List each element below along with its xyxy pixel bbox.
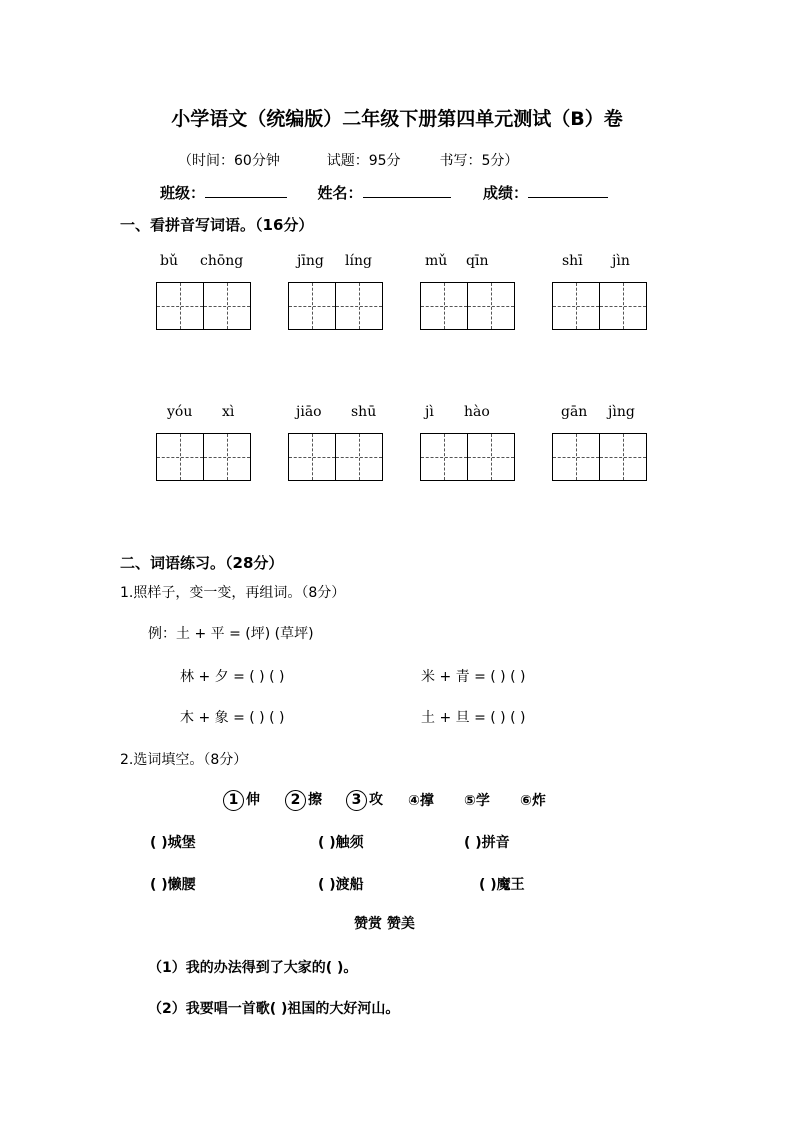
exam-meta <box>178 150 518 170</box>
option-char: 伸 <box>246 792 260 808</box>
pinyin: shū <box>351 404 377 420</box>
question-1-label: 1.照样子，变一变，再组词。（8分） <box>120 585 346 601</box>
writing-grid[interactable] <box>156 433 252 481</box>
option-5 <box>464 790 490 810</box>
compose-item[interactable]: 米 + 青 = ( ) ( ) <box>421 669 526 685</box>
option-2 <box>285 789 322 811</box>
writing-score: 书写：5分） <box>439 153 519 169</box>
name-blank[interactable] <box>363 183 451 198</box>
class-blank[interactable] <box>205 183 287 198</box>
question-score: 试题：95分 <box>326 153 401 169</box>
writing-grid[interactable] <box>288 433 384 481</box>
option-char: 炸 <box>531 793 546 809</box>
writing-grid[interactable] <box>420 282 516 330</box>
option-number: ⑥ <box>520 793 532 809</box>
writing-grid[interactable] <box>552 433 648 481</box>
pinyin: chōng <box>200 253 244 269</box>
option-4 <box>408 790 434 810</box>
pinyin: hào <box>464 404 490 420</box>
fill-item[interactable]: ( )城堡 <box>150 835 196 851</box>
fill-item[interactable]: ( )拼音 <box>464 835 510 851</box>
student-info <box>160 182 608 203</box>
sentence-1[interactable]: （1）我的办法得到了大家的( )。 <box>148 960 358 976</box>
pinyin: jīng <box>297 253 324 269</box>
option-1 <box>223 789 260 811</box>
circled-number: 1 <box>223 790 244 811</box>
time-limit: （时间：60分钟 <box>178 153 280 169</box>
option-number: ⑤ <box>464 793 476 809</box>
pinyin: shī <box>562 253 583 269</box>
writing-grid[interactable] <box>288 282 384 330</box>
pinyin: jì <box>425 404 434 420</box>
fill-item[interactable]: ( )魔王 <box>479 877 525 893</box>
compose-item[interactable]: 木 + 象 = ( ) ( ) <box>180 710 285 726</box>
pinyin: yóu <box>167 404 193 420</box>
pinyin: líng <box>345 253 372 269</box>
grade-label: 成绩： <box>482 184 528 202</box>
fill-item[interactable]: ( )懒腰 <box>150 877 196 893</box>
pinyin: gān <box>561 404 588 420</box>
pinyin: xì <box>222 404 235 420</box>
pinyin: bǔ <box>160 253 178 269</box>
writing-grid[interactable] <box>156 282 252 330</box>
example-line: 例：土 + 平 = (坪) (草坪) <box>148 626 314 642</box>
class-label: 班级： <box>160 184 206 202</box>
question-2-label: 2.选词填空。（8分） <box>120 752 248 768</box>
page-title: 小学语文（统编版）二年级下册第四单元测试（B）卷 <box>171 108 623 130</box>
option-char: 学 <box>475 793 490 809</box>
section2-heading: 二、词语练习。（28分） <box>120 554 284 572</box>
circled-number: 3 <box>346 790 367 811</box>
pinyin: qīn <box>466 253 489 269</box>
option-char: 撑 <box>419 793 434 809</box>
grade-blank[interactable] <box>528 183 608 198</box>
option-char: 攻 <box>369 792 383 808</box>
pinyin: jiāo <box>296 404 322 420</box>
option-6 <box>520 790 546 810</box>
option-number: ④ <box>408 793 420 809</box>
pinyin: mǔ <box>425 253 448 269</box>
pinyin: jìn <box>612 253 630 269</box>
circled-number: 2 <box>285 790 306 811</box>
sentence-2[interactable]: （2）我要唱一首歌( )祖国的大好河山。 <box>148 1001 400 1017</box>
writing-grid[interactable] <box>552 282 648 330</box>
name-label: 姓名： <box>317 184 363 202</box>
writing-grid[interactable] <box>420 433 516 481</box>
compose-item[interactable]: 林 + 夕 = ( ) ( ) <box>180 669 285 685</box>
word-choices: 赞赏 赞美 <box>354 916 415 932</box>
fill-item[interactable]: ( )触须 <box>318 835 364 851</box>
pinyin: jìng <box>608 404 635 420</box>
option-char: 擦 <box>308 792 322 808</box>
compose-item[interactable]: 土 + 旦 = ( ) ( ) <box>421 710 526 726</box>
option-3 <box>346 789 383 811</box>
section1-heading: 一、看拼音写词语。（16分） <box>120 216 314 234</box>
fill-item[interactable]: ( )渡船 <box>318 877 364 893</box>
